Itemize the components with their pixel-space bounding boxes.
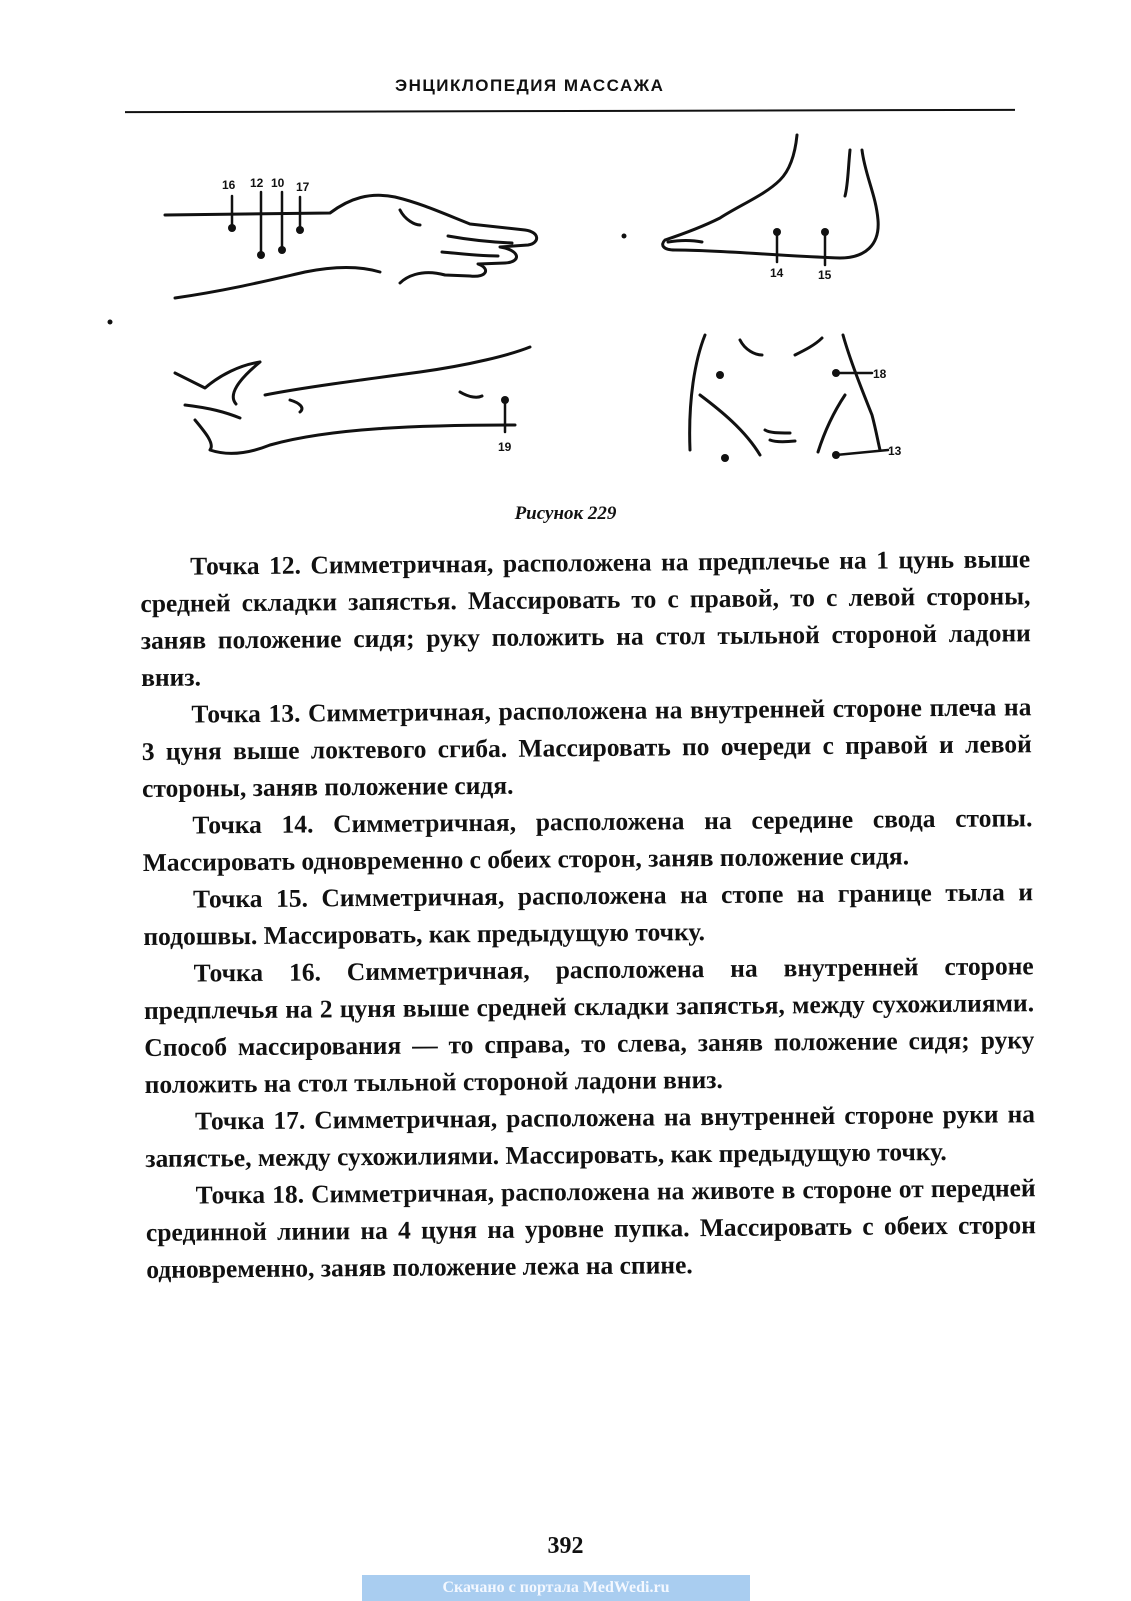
stray-dot [108, 320, 113, 325]
point-label-17: 17 [296, 180, 310, 194]
point-label-16: 16 [222, 178, 236, 192]
point-marker [716, 371, 724, 379]
point-marker [773, 228, 781, 236]
point-marker [228, 224, 236, 232]
point-marker [501, 396, 509, 404]
point-label-13: 13 [888, 444, 902, 458]
foot-drawing [663, 135, 878, 258]
point-marker [278, 246, 286, 254]
header-rule [125, 109, 1015, 113]
point-label-10: 10 [271, 176, 285, 190]
paragraph-point-16: Точка 16. Симметричная, расположена на внутренней стороне предплечья на 2 цуня выше средней складки запястья, между сухожилиями. Способ массирования — то справа, то слева, заняв положение сидя; руку положить на стол тыльной стороной ладони вниз. [143, 951, 1035, 1099]
point-label-18: 18 [873, 367, 887, 381]
paragraph-point-17: Точка 17. Симметричная, расположена на внутренней стороне руки на запястье, между сухожилиями. Массировать, как предыдущую точку. [145, 1099, 1036, 1173]
point-label-15: 15 [818, 268, 832, 282]
running-title: ЭНЦИКЛОПЕДИЯ МАССАЖА [395, 76, 665, 95]
stray-dot [622, 234, 627, 239]
torso-point-lines [836, 373, 888, 455]
point-marker [721, 454, 729, 462]
paragraph-point-13: Точка 13. Симметричная, расположена на внутренней стороне плеча на 3 цуня выше локтевого сгиба. Массировать по очереди с правой и левой стороны, заняв положение сидя. [141, 692, 1032, 803]
point-marker [832, 369, 840, 377]
point-marker [296, 226, 304, 234]
point-label-12: 12 [250, 176, 264, 190]
footer-banner: Скачано с портала MedWedi.ru [362, 1575, 750, 1601]
torso-drawing [690, 335, 880, 455]
figure-caption: Рисунок 229 [514, 503, 617, 524]
paragraph-point-15: Точка 15. Симметричная, расположена на стопе на границе тыла и подошвы. Массировать, как предыдущую точку. [143, 877, 1034, 951]
point-label-14: 14 [770, 266, 784, 280]
paragraph-point-14: Точка 14. Симметричная, расположена на середине свода стопы. Массировать одновременно с обеих сторон, заняв положение сидя. [142, 803, 1033, 877]
page-number: 392 [547, 1533, 584, 1559]
hand-drawing [165, 195, 537, 298]
paragraph-point-12: Точка 12. Симметричная, расположена на предплечье на 1 цунь выше средней складки запястья. Массировать то с правой, то с левой стороны, заняв положение сидя; руку положить на стол тыльной стороной ладони вниз. [140, 544, 1031, 692]
paragraph-point-18: Точка 18. Симметричная, расположена на животе в стороне от передней срединной линии на 4 цуня на уровне пупка. Массировать с обеих сторон одновременно, заняв положение лежа на спине. [145, 1173, 1037, 1284]
foot-point-lines [777, 232, 825, 265]
point-label-19: 19 [498, 440, 512, 454]
body-text [140, 540, 1036, 1288]
point-marker [257, 251, 265, 259]
forearm-drawing [175, 347, 530, 453]
point-marker [821, 228, 829, 236]
acupoint-figure [0, 120, 1131, 495]
hand-point-lines [232, 192, 300, 255]
point-marker [832, 451, 840, 459]
